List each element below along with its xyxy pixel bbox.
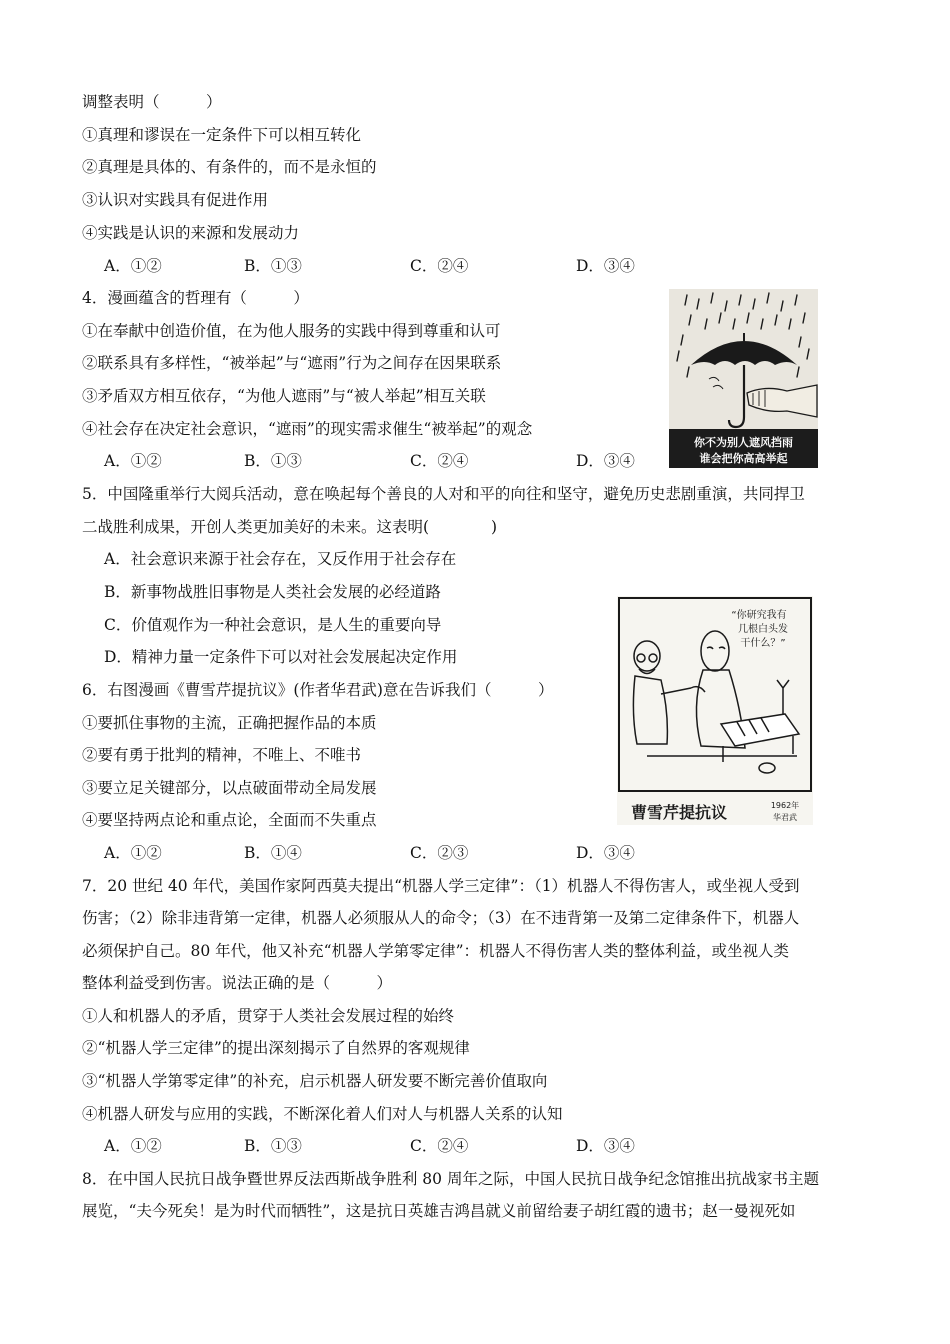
q8-stem-line-1: 8．在中国人民抗日战争暨世界反法西斯战争胜利 80 周年之际，中国人民抗日战争纪念馆推出抗战家书主题 xyxy=(82,1170,819,1188)
umbrella-cartoon-drawing xyxy=(669,289,818,468)
q3-option-d: D．③④ xyxy=(576,257,635,275)
q6-item-3: ③要立足关键部分，以点破面带动全局发展 xyxy=(82,779,377,797)
q3-options xyxy=(104,256,664,276)
q4-option-c: C．②④ xyxy=(410,452,469,470)
q7-option-a: A．①② xyxy=(104,1137,162,1155)
q4-option-b: B．①③ xyxy=(244,452,302,470)
q5-option-d: D．精神力量一定条件下可以对社会发展起决定作用 xyxy=(104,648,458,666)
q7-item-2: ②“机器人学三定律”的提出深刻揭示了自然界的客观规律 xyxy=(82,1039,470,1057)
q6-option-c: C．②③ xyxy=(410,844,469,862)
q6-stem: 6．右图漫画《曹雪芹提抗议》(作者华君武)意在告诉我们（ ） xyxy=(82,681,554,699)
cartoon-title: 曹雪芹提抗议 xyxy=(630,803,728,822)
q7-stem-line-4: 整体利益受到伤害。说法正确的是（ ） xyxy=(82,974,393,992)
q8-stem-line-2: 展览，“夫今死矣！是为时代而牺牲”，这是抗日英雄吉鸿昌就义前留给妻子胡红霞的遗书；赵一曼视死如 xyxy=(82,1202,796,1220)
q3-stem-tail: 调整表明（ ） xyxy=(82,93,222,111)
umbrella-caption-line-1: 你不为别人遮风挡雨 xyxy=(694,436,793,449)
speech-line-3: 干什么？” xyxy=(740,638,786,649)
q6-option-a: A．①② xyxy=(104,844,162,862)
q7-option-b: B．①③ xyxy=(244,1137,302,1155)
q7-option-d: D．③④ xyxy=(576,1137,635,1155)
q5-stem-line-1: 5．中国隆重举行大阅兵活动，意在唤起每个善良的人对和平的向往和坚守，避免历史悲剧重演，共同捍卫 xyxy=(82,485,805,503)
umbrella-cartoon xyxy=(669,289,818,468)
q7-option-c: C．②④ xyxy=(410,1137,469,1155)
q3-item-2: ②真理是具体的、有条件的，而不是永恒的 xyxy=(82,158,377,176)
q3-option-b: B．①③ xyxy=(244,257,302,275)
cartoon-signature-author: 华君武 xyxy=(773,813,797,822)
q3-option-a: A．①② xyxy=(104,257,162,275)
q4-item-3: ③矛盾双方相互依存，“为他人遮雨”与“被人举起”相互关联 xyxy=(82,387,486,405)
q3-item-1: ①真理和谬误在一定条件下可以相互转化 xyxy=(82,126,362,144)
q7-item-3: ③“机器人学第零定律”的补充，启示机器人研发要不断完善价值取向 xyxy=(82,1072,548,1090)
q4-options xyxy=(104,451,664,471)
q7-stem-line-3: 必须保护自己。80 年代，他又补充“机器人学第零定律”：机器人不得伤害人类的整体利益，或坐视人类 xyxy=(82,942,790,960)
q7-item-1: ①人和机器人的矛盾，贯穿于人类社会发展过程的始终 xyxy=(82,1007,455,1025)
q3-item-4: ④实践是认识的来源和发展动力 xyxy=(82,224,300,242)
q6-options xyxy=(104,843,664,863)
q5-stem-line-2: 二战胜利成果，开创人类更加美好的未来。这表明( ) xyxy=(82,518,498,536)
cao-xueqin-cartoon-drawing xyxy=(617,596,813,825)
umbrella-caption-line-2: 谁会把你高高举起 xyxy=(699,452,788,465)
cartoon-signature-date: 1962年 xyxy=(770,801,800,810)
speech-line-1: “你研究我有 xyxy=(731,610,787,621)
q5-option-b: B．新事物战胜旧事物是人类社会发展的必经道路 xyxy=(104,583,441,601)
q7-options xyxy=(104,1136,664,1156)
q6-option-d: D．③④ xyxy=(576,844,635,862)
q7-stem-line-1: 7．20 世纪 40 年代，美国作家阿西莫夫提出“机器人学三定律”：（1）机器人不得伤害人，或坐视人受到 xyxy=(82,877,800,895)
q7-stem-line-2: 伤害；（2）除非违背第一定律，机器人必须服从人的命令；（3）在不违背第一及第二定律条件下，机器人 xyxy=(82,909,800,927)
q6-item-1: ①要抓住事物的主流，正确把握作品的本质 xyxy=(82,714,377,732)
q7-item-4: ④机器人研发与应用的实践，不断深化着人们对人与机器人关系的认知 xyxy=(82,1105,563,1123)
q6-option-b: B．①④ xyxy=(244,844,302,862)
cao-xueqin-cartoon xyxy=(617,596,813,825)
q6-item-2: ②要有勇于批判的精神，不唯上、不唯书 xyxy=(82,746,362,764)
q4-item-4: ④社会存在决定社会意识，“遮雨”的现实需求催生“被举起”的观念 xyxy=(82,420,533,438)
q4-stem: 4．漫画蕴含的哲理有（ ） xyxy=(82,289,309,307)
q4-item-1: ①在奉献中创造价值，在为他人服务的实践中得到尊重和认可 xyxy=(82,322,501,340)
q5-option-c: C．价值观作为一种社会意识，是人生的重要向导 xyxy=(104,616,442,634)
q3-option-c: C．②④ xyxy=(410,257,469,275)
speech-line-2: 几根白头发 xyxy=(738,624,788,635)
q5-option-a: A．社会意识来源于社会存在，又反作用于社会存在 xyxy=(104,550,457,568)
q3-item-3: ③认识对实践具有促进作用 xyxy=(82,191,269,209)
q4-option-d: D．③④ xyxy=(576,452,635,470)
q4-item-2: ②联系具有多样性，“被举起”与“遮雨”行为之间存在因果联系 xyxy=(82,354,502,372)
q4-option-a: A．①② xyxy=(104,452,162,470)
q6-item-4: ④要坚持两点论和重点论，全面而不失重点 xyxy=(82,811,377,829)
